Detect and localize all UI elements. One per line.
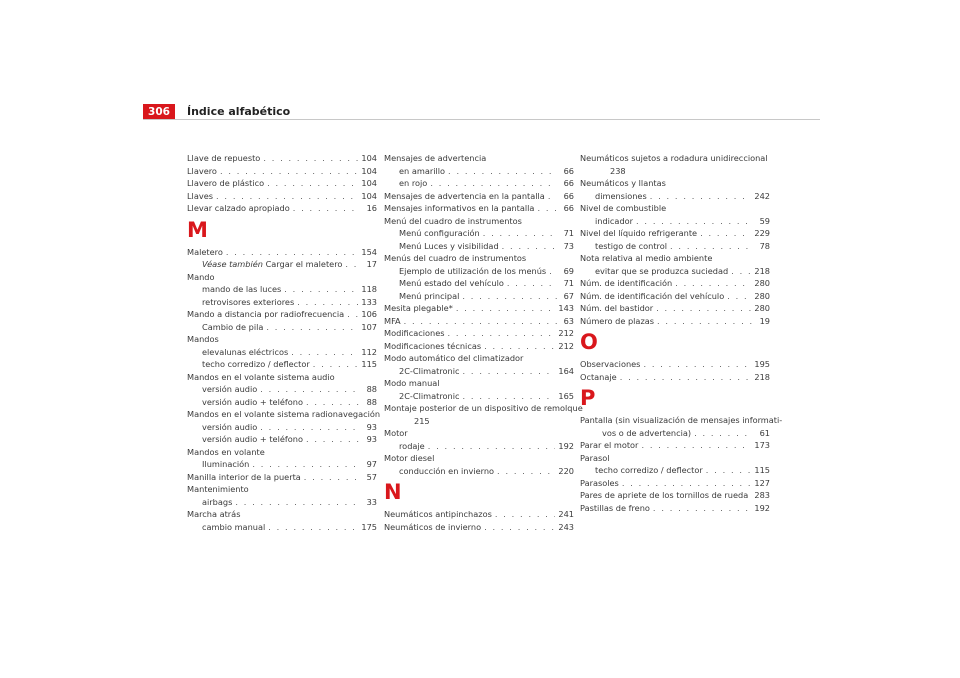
index-column-3 [580, 152, 783, 514]
index-subentry: techo corredizo / deflector . . . 115 [187, 358, 377, 371]
index-subentry: cambio manual . . . 175 [187, 521, 377, 534]
index-entry: Modificaciones técnicas . . . 212 [384, 340, 574, 353]
index-entry: Mando [187, 271, 215, 282]
index-entry: Pantalla (sin visualización de mensajes informati- [580, 415, 783, 425]
index-subentry: evitar que se produzca suciedad . . . 218 [580, 265, 770, 278]
index-entry: Mesita plegable* . . . 143 [384, 302, 574, 315]
index-subentry: Cambio de pila . . . 107 [187, 321, 377, 334]
index-entry: Llaves . . . 104 [187, 190, 377, 203]
index-entry: Octanaje . . . 218 [580, 371, 770, 384]
page-number-badge: 306 [143, 104, 175, 120]
index-subentry: techo corredizo / deflector . . . 115 [580, 464, 770, 477]
index-entry: Pastillas de freno . . . 192 [580, 502, 770, 515]
section-letter-m: M [187, 217, 208, 242]
index-subentry: 2C-Climatronic . . . 165 [384, 390, 574, 403]
index-entry: Mantenimiento [187, 484, 249, 494]
index-subentry: elevalunas eléctricos . . . 112 [187, 346, 377, 359]
index-entry: Llave de repuesto . . . 104 [187, 152, 377, 165]
index-entry: Modo manual [384, 378, 440, 388]
index-entry: Parasoles . . . 127 [580, 477, 770, 490]
index-column-2 [384, 152, 583, 533]
index-entry: Llavero . . . 104 [187, 165, 377, 178]
index-subentry: conducción en invierno . . . 220 [384, 465, 574, 478]
index-subentry: Menú estado del vehículo . . . 71 [384, 277, 574, 290]
index-subentry: Menú configuración . . . 71 [384, 227, 574, 240]
index-subentry: versión audio . . . 88 [187, 383, 377, 396]
index-subentry: indicador . . . 59 [580, 215, 770, 228]
index-entry: Menú del cuadro de instrumentos [384, 215, 522, 226]
index-entry: MFA . . . 63 [384, 315, 574, 328]
index-entry: Marcha atrás [187, 509, 241, 519]
index-subentry: dimensiones . . . 242 [580, 190, 770, 203]
index-entry: Núm. de identificación . . . 280 [580, 277, 770, 290]
index-entry: Mandos en el volante sistema radionavegación [187, 409, 381, 419]
index-entry: Mandos en el volante sistema audio [187, 371, 335, 382]
index-entry: Núm. de identificación del vehículo . . . 280 [580, 290, 770, 303]
index-subentry: Ejemplo de utilización de los menús . . . 69 [384, 265, 574, 278]
index-subentry: en rojo . . . 66 [384, 177, 574, 190]
index-entry: Llevar calzado apropiado . . . 16 [187, 202, 377, 215]
index-entry: Núm. del bastidor . . . 280 [580, 302, 770, 315]
index-entry: Maletero . . . 154 [187, 246, 377, 259]
index-subentry: airbags . . . 33 [187, 496, 377, 509]
section-letter-p: P [580, 386, 596, 410]
index-entry: Mando a distancia por radiofrecuencia . . . 106 [187, 308, 377, 321]
section-letter-n: N [384, 480, 402, 504]
index-subentry: Véase también Cargar el maletero . . . 17 [187, 258, 377, 271]
page-title: Índice alfabético [187, 105, 291, 118]
index-subentry: retrovisores exteriores . . . 133 [187, 296, 377, 309]
index-entry: Modificaciones . . . 212 [384, 327, 574, 340]
index-entry: Parar el motor . . . 173 [580, 439, 770, 452]
index-entry: Montaje posterior de un dispositivo de remolque 215 [384, 403, 583, 426]
index-entry: Motor diesel [384, 453, 435, 463]
index-subentry: Iluminación . . . 97 [187, 458, 377, 471]
index-entry: Neumáticos y llantas [580, 178, 666, 188]
index-entry: Neumáticos antipinchazos . . . 241 [384, 508, 574, 521]
index-subentry: versión audio + teléfono . . . 93 [187, 433, 377, 446]
header-rule [143, 119, 820, 120]
index-entry: Número de plazas . . . 19 [580, 315, 770, 328]
index-entry: Neumáticos sujetos a rodadura unidireccional 238 [580, 153, 768, 176]
index-entry: Observaciones . . . 195 [580, 358, 770, 371]
index-entry: Llavero de plástico . . . 104 [187, 177, 377, 190]
index-subentry: 2C-Climatronic . . . 164 [384, 365, 574, 378]
index-entry: vos o de advertencia) . . . 61 [580, 427, 770, 440]
index-subentry: versión audio + teléfono . . . 88 [187, 396, 377, 409]
index-subentry: Menú Luces y visibilidad . . . 73 [384, 240, 574, 253]
index-entry: Motor [384, 428, 408, 438]
index-subentry: Menú principal . . . 67 [384, 290, 574, 303]
index-entry: Mandos en volante [187, 446, 265, 457]
index-subentry: rodaje . . . 192 [384, 440, 574, 453]
index-entry: Mensajes de advertencia [384, 153, 487, 163]
index-entry: Mensajes de advertencia en la pantalla . . . 66 [384, 190, 574, 203]
index-entry: Modo automático del climatizador [384, 353, 524, 363]
index-column-1 [187, 152, 381, 533]
index-subentry: en amarillo . . . 66 [384, 165, 574, 178]
index-entry: Parasol [580, 452, 610, 463]
index-entry: Mandos [187, 334, 219, 344]
index-entry: Pares de apriete de los tornillos de rueda . . . 283 [580, 489, 770, 502]
index-subentry: versión audio . . . 93 [187, 421, 377, 434]
section-letter-o: O [580, 330, 598, 354]
index-subentry: testigo de control . . . 78 [580, 240, 770, 253]
index-entry: Manilla interior de la puerta . . . 57 [187, 471, 377, 484]
index-entry: Nivel del líquido refrigerante . . . 229 [580, 227, 770, 240]
index-entry: Mensajes informativos en la pantalla . . . 66 [384, 202, 574, 215]
index-entry: Menús del cuadro de instrumentos [384, 253, 527, 263]
index-entry: Nivel de combustible [580, 203, 667, 213]
index-entry: Neumáticos de invierno . . . 243 [384, 521, 574, 534]
index-subentry: mando de las luces . . . 118 [187, 283, 377, 296]
index-entry: Nota relativa al medio ambiente [580, 253, 713, 263]
